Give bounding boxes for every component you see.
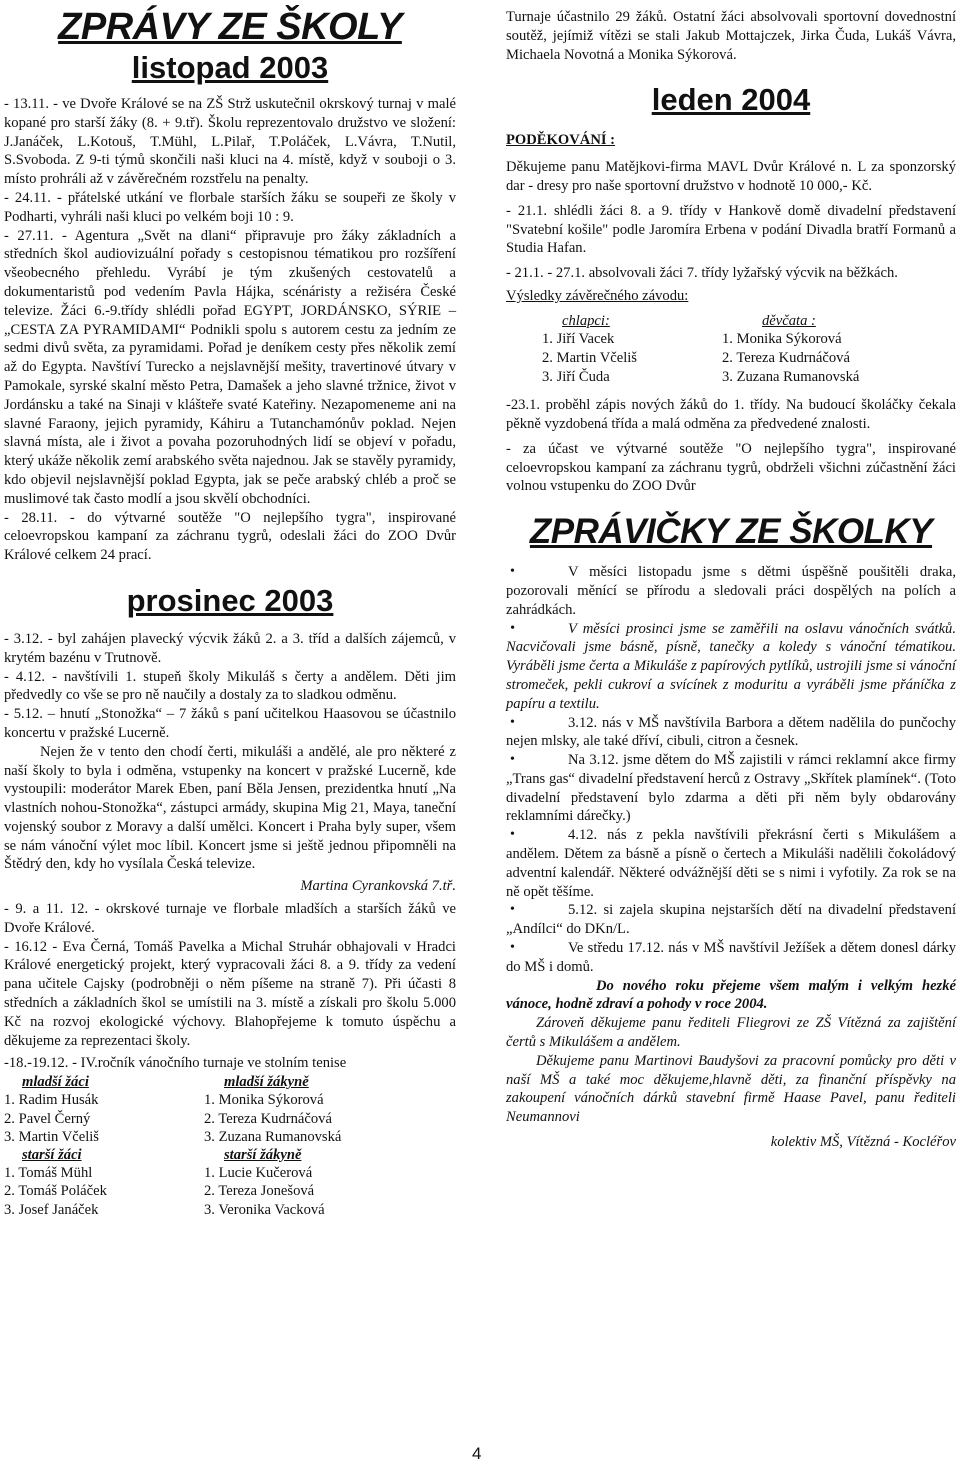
bullet-5-12: • 5.12. si zajela skupina nejstarších dětí na divadelní představení „Andílci“ do DKn/L. xyxy=(506,901,956,939)
paragraph-21-1: - 21.1. shlédli žáci 8. a 9. třídy v Hankově domě divadelní představení "Svatební košile" podle Jaromíra Erbena v podání Divadla bratří Formanů a Studia Hafan. xyxy=(506,202,956,257)
bullet-17-12: • Ve středu 17.12. nás v MŠ navštívil Ježíšek a dětem donesl dárky do MŠ i domů. xyxy=(506,939,956,977)
table-tennis-results xyxy=(4,1073,456,1219)
list-item: 1. Monika Sýkorová xyxy=(204,1092,324,1109)
list-item: 3. Martin Včeliš xyxy=(4,1128,99,1145)
left-column xyxy=(4,8,456,1219)
paragraph-ski: - 21.1. - 27.1. absolvovali žáci 7. třídy lyžařský výcvik na běžkách. xyxy=(506,265,898,282)
thanks-heading: PODĚKOVÁNÍ : xyxy=(506,132,616,149)
paragraph-thanks-baudys: Děkujeme panu Martinovi Baudyšovi za pracovní pomůcky pro děti v naší MŠ a také moc děkujeme,hlavně děti, za finanční příspěvky na zakoupení vánočních dárků stavební firmě Haase Pavel, panu řediteli Neumannovi xyxy=(506,1052,956,1126)
paragraph-24-11: - 24.11. - přátelské utkání ve florbale starších žáku se soupeři ze školy v Podharti, vyhráli naši kluci po velkém boji 10 : 9. xyxy=(4,189,456,225)
right-column xyxy=(506,8,956,1152)
month-heading-november: listopad 2003 xyxy=(131,50,329,85)
paragraph-28-11: - 28.11. - do výtvarné soutěže "O nejlepšího tygra", inspirované celoevropskou kampaní za záchranu tygrů, odeslali žáci do ZOO Dvůr Králové celkem 24 prací. xyxy=(4,509,456,564)
page-number: 4 xyxy=(472,1444,482,1463)
paragraph-sponsor: Děkujeme panu Matějkovi-firma MAVL Dvůr Králové n. L za sponzorský dar - dresy pro naše sportovní družstvo v hodnotě 10 000,- Kč. xyxy=(506,159,956,194)
bullet-4-12: • 4.12. nás z pekla navštívili překrásní čerti s Mikulášem a andělem. Dětem za básně a písně o čertech a Mikuláši nadělili čokoládový adventní kalendář. Některé odvážnější děti se s nimi i vyfotily. Za rok se na ně opět těšíme. xyxy=(506,826,956,901)
list-item: 3. Zuzana Rumanovská xyxy=(204,1128,342,1145)
list-item: 3. Josef Janáček xyxy=(4,1201,99,1218)
list-header-old-girls: starší žákyně xyxy=(224,1147,302,1164)
bullet-3-12-barbora: • 3.12. nás v MŠ navštívila Barbora a dětem nadělila do punčochy nejen mlsky, ale také dříví, cibuli, citron a česnek. xyxy=(506,714,956,752)
list-item: 3. Zuzana Rumanovská xyxy=(722,368,860,385)
paragraph-5-12: - 5.12. – hnutí „Stonožka“ – 7 žáků s paní učitelkou Haasovou se účastnilo koncertu v pražské Lucerně. xyxy=(4,706,456,741)
paragraph-13-11: - 13.11. - ve Dvoře Králové se na ZŠ Strž uskutečnil okrskový turnaj v malé kopané pro starší žáky (8. + 9.tř). Školu reprezentovalo družstvo ve složení: J.Janáček, L.Kotouš, T.Mühl, L.Pilař, T.Poláček, L.Vávra, T.Nutil, S.Svoboda. Z 9-ti týmů skončili naši kluci na 4. místě, když v souboji o 3. místo prohráli až v závěrečném rozstřelu na penalty. xyxy=(4,96,456,188)
page-title: ZPRÁVY ZE ŠKOLY xyxy=(58,6,402,48)
paragraph-thanks-fliegr: Zároveň děkujeme panu řediteli Fliegrovi ze ZŠ Vítězná za zajištění čertů s Mikulášem a andělem. xyxy=(506,1015,956,1051)
list-header-young-boys: mladší žáci xyxy=(22,1074,89,1091)
signature-martina: Martina Cyrankovská 7.tř. xyxy=(300,878,456,895)
list-item: 2. Tereza Kudrnáčová xyxy=(722,349,850,366)
paragraph-tiger: - za účast ve výtvarné soutěže "O nejlepšího tygra", inspirované celoevropskou kampaní za záchranu tygrů, obdrželi všichni zúčastnění žáci volnou vstupenku do ZOO Dvůr xyxy=(506,440,956,495)
paragraph-table-tennis: -18.-19.12. - IV.ročník vánočního turnaje ve stolním tenise xyxy=(4,1055,347,1072)
bullet-november: • V měsíci listopadu jsme s dětmi úspěšně poušitěli draka, pozorovali měnící se přírodu a sledovali práci dospělých na polích a zahrádkách. xyxy=(506,563,956,619)
list-item: 2. Pavel Černý xyxy=(4,1110,91,1127)
list-header-boys: chlapci: xyxy=(562,312,610,329)
list-item: 1. Jiří Vacek xyxy=(542,331,615,348)
list-item: 1. Tomáš Mühl xyxy=(4,1165,93,1182)
paragraph-concert: Nejen že v tento den chodí čerti, mikuláši a andělé, ale pro některé z naší školy to byla i odměna, vstupenky na koncert v pražské Lucerně, kde vystoupili: moderátor Marek Eben, paní Běla Jensen, prezidentka hnutí „Na vlastních nohou-Stonožka“, zástupci armády, skupina Mig 21, Maya, taneční vojenský soubor z Moravy a další umělci. Koncert i Praha byly super, všem se nám vánoční výlet moc líbil. Koncert jsme si ještě jednou připomněli na Štědrý den, kdy ho vysílala Česká televize. xyxy=(4,743,456,873)
results-heading: Výsledky závěrečného závodu: xyxy=(506,287,689,304)
paragraph-tournament: Turnaje účastnilo 29 žáků. Ostatní žáci absolvovali sportovní dovednostní soutěž, jejímiž vítězi se stali Jakub Mottajczek, Jirka Čuda, Lukáš Vávra, Michaela Novotná a Monika Sýkorová. xyxy=(506,9,956,63)
paragraph-23-1: -23.1. proběhl zápis nových žáků do 1. třídy. Na budoucí školáčky čekala pěkně vyzdobená třída a malá odměna za předvedené znalosti. xyxy=(506,397,956,432)
ski-results xyxy=(506,312,956,386)
list-header-old-boys: starší žáci xyxy=(22,1147,82,1164)
list-item: 1. Monika Sýkorová xyxy=(722,331,842,348)
signature-kindergarten: kolektiv MŠ, Vítězná - Kocléřov xyxy=(770,1134,956,1151)
list-item: 1. Lucie Kučerová xyxy=(204,1165,313,1182)
paragraph-16-12: - 16.12 - Eva Černá, Tomáš Pavelka a Michal Struhár obhajovali v Hradci Králové energetický projekt, který vypracovali žáci 8. a 9. třídy za vedení pana učitele Cajsky (podrobněji o něm píšeme na straně 7). Při účasti 8 středních a základních škol se umístili na 3. místě a získali pro školu 5.000 Kč na rozvoj ekologické výchovy. Blahopřejeme k tomuto úspěchu a děkujeme za reprezentaci školy. xyxy=(4,938,456,1049)
list-item: 2. Tomáš Poláček xyxy=(4,1183,107,1200)
list-header-young-girls: mladší žákyně xyxy=(224,1074,309,1091)
list-item: 2. Martin Včeliš xyxy=(542,349,637,366)
list-item: 2. Tereza Jonešová xyxy=(204,1183,315,1200)
list-item: 2. Tereza Kudrnáčová xyxy=(204,1110,332,1127)
new-year-wish: Do nového roku přejeme všem malým i velkým hezké vánoce, hodně zdraví a pohody v roce 2004. xyxy=(506,977,956,1013)
list-header-girls: děvčata : xyxy=(762,312,816,329)
paragraph-9-11-12: - 9. a 11. 12. - okrskové turnaje ve florbale mladších a starších žáků ve Dvoře Králové. xyxy=(4,901,456,936)
bullet-3-12-theatre: • Na 3.12. jsme dětem do MŠ zajistili v rámci reklamní akce firmy „Trans gas“ divadelní představení herců z Ostravy „Skřítek plamínek“. (Toto divadelní představení bylo zdarma a děti při něm byly obdarovány reklamními dárečky.) xyxy=(506,751,956,826)
paragraph-3-12: - 3.12. - byl zahájen plavecký výcvik žáků 2. a 3. tříd a dalších zájemců, v krytém bazénu v Trutnově. xyxy=(4,630,456,666)
paragraph-27-11: - 27.11. - Agentura „Svět na dlani“ připravuje pro žáky základních a středních škol audiovizuální pořady s cestopisnou tématikou pro rozšíření všeobecného přehledu. Vyrábí je tým zkušených cestovatelů a dokumentaristů pod vedením Pavla Hájka, scénáristy a režisérа České televize. Žáci 6.-9.třídy shlédli pořad EGYPT, JORDÁNSKO, SÝRIE – „CESTA ZA PYRAMIDAMI“ Podnikli spolu s autorem cestu za jedním ze sedmi divů světa, za pyramidami. Pořad je deníkem cesty přes několik zemí až do Egypta. Navštíví Turecko a nejslavnější mešity, travertinové útvary v Pamokale, syrské skalní město Petra, Damašek a jeho slavné tržnice, život v Jordánsku a také na Sinaji v klášteře svaté Kateřiny. Nezapomeneme ani na slavné Faraony, jejich pyramidy, Káhiru a Tutanchamónův poklad. Nejen slavná místa, ale i život a povaha pozoruhodných lidí se objeví v pořadu, který ukáže několik zemí arabského světa najednou. Jak se stavěly pyramidy, kdo objevil nejslavnější poklad Egypta, jak se peče arabský chléb a proč se muslimové tak často modlí a jsou skvělí obchodníci. xyxy=(4,227,456,507)
month-heading-january: leden 2004 xyxy=(651,82,811,118)
list-item: 1. Radim Husák xyxy=(4,1092,99,1109)
kindergarten-title: ZPRÁVIČKY ZE ŠKOLKY xyxy=(529,512,933,552)
paragraph-4-12: - 4.12. - navštívili 1. stupeň školy Mikuláš s čerty a andělem. Děti jim předvedly co vše se pro ně naučily a dostaly za to sladkou odměnu. xyxy=(4,668,456,704)
month-heading-december: prosinec 2003 xyxy=(126,582,334,618)
bullet-december: • V měsíci prosinci jsme se zaměřili na oslavu vánočních svátků. Nacvičovali jsme básně, písně, tanečky a koledy s vánoční tématikou. Vyráběli jsme čerta a Mikuláše z papírových pytlíků, ustrojili jsme si vánoční stromeček, pekli cukroví a svícínek z moduritu a vyráběli jsme přáníčka z papíru a textilu. xyxy=(506,620,956,714)
list-item: 3. Veronika Vacková xyxy=(204,1201,325,1218)
list-item: 3. Jiří Čuda xyxy=(542,368,610,385)
